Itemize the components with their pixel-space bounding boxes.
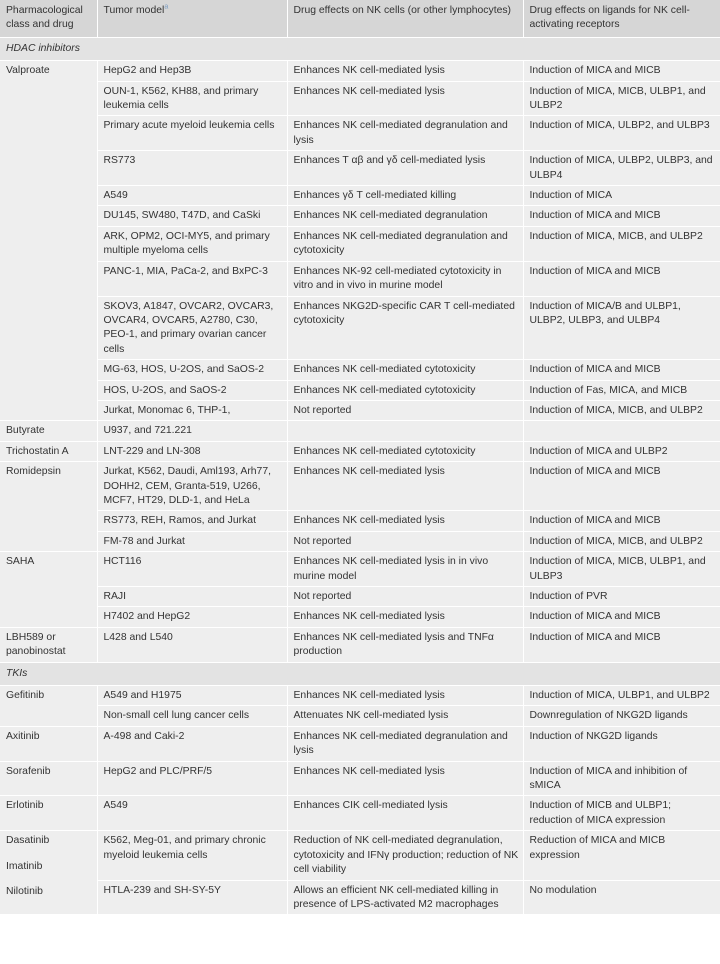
ligand-effect-cell: Induction of Fas, MICA, and MICB xyxy=(523,380,720,400)
section-label: HDAC inhibitors xyxy=(0,37,720,60)
drug-name: LBH589 or panobinostat xyxy=(6,631,66,658)
table-row xyxy=(0,421,720,441)
drug-name: Dasatinib xyxy=(6,835,50,847)
drug-name: SAHA xyxy=(6,556,35,568)
table-row xyxy=(0,552,720,587)
header-row xyxy=(0,0,720,37)
ligand-effect-cell: Induction of MICA and MICB xyxy=(523,206,720,226)
section-label: TKIs xyxy=(0,662,720,685)
ligand-effect-cell: Induction of MICA xyxy=(523,186,720,206)
nk-effect-cell: Enhances NK cell-mediated degranulation and cytotoxicity xyxy=(287,226,523,261)
tumor-model-cell: HepG2 and Hep3B xyxy=(97,61,287,81)
table-row xyxy=(0,400,720,420)
drug-name-cell xyxy=(0,726,97,761)
drug-name: Romidepsin xyxy=(6,466,61,478)
table-row xyxy=(0,441,720,461)
tumor-model-cell: Non-small cell lung cancer cells xyxy=(97,706,287,726)
tumor-model-cell: A549 xyxy=(97,186,287,206)
section-row xyxy=(0,662,720,685)
nk-effect-cell: Enhances NK cell-mediated lysis xyxy=(287,81,523,116)
ligand-effect-cell: Induction of MICA and MICB xyxy=(523,261,720,296)
header-ligand-effects: Drug effects on ligands for NK cell-activating receptors xyxy=(523,0,720,37)
table-row xyxy=(0,880,720,915)
drug-name: Butyrate xyxy=(6,425,45,437)
nk-effect-cell: Enhances NK cell-mediated lysis xyxy=(287,61,523,81)
ligand-effect-cell: Induction of MICA, MICB, and ULBP2 xyxy=(523,400,720,420)
drug-name-cell xyxy=(0,686,97,727)
ligand-effect-cell: Induction of MICA and ULBP2 xyxy=(523,441,720,461)
header-nk-effects: Drug effects on NK cells (or other lymphocytes) xyxy=(287,0,523,37)
table-row xyxy=(0,726,720,761)
nk-effect-cell: Attenuates NK cell-mediated lysis xyxy=(287,706,523,726)
tumor-model-cell: DU145, SW480, T47D, and CaSki xyxy=(97,206,287,226)
table-row xyxy=(0,151,720,186)
nk-effect-cell: Enhances NK cell-mediated lysis xyxy=(287,686,523,706)
tumor-model-cell: A549 xyxy=(97,796,287,831)
tumor-model-cell: FM-78 and Jurkat xyxy=(97,531,287,551)
tumor-model-cell: RS773 xyxy=(97,151,287,186)
table-row xyxy=(0,587,720,607)
nk-effect-cell: Enhances NK-92 cell-mediated cytotoxicity in vitro and in vivo in murine model xyxy=(287,261,523,296)
ligand-effect-cell: Induction of MICA and MICB xyxy=(523,462,720,511)
table-row xyxy=(0,206,720,226)
section-row xyxy=(0,37,720,60)
nk-effect-cell: Enhances NK cell-mediated degranulation and lysis xyxy=(287,726,523,761)
table-row xyxy=(0,380,720,400)
ligand-effect-cell: Induction of MICA, MICB, and ULBP2 xyxy=(523,226,720,261)
drug-name: Gefitinib xyxy=(6,690,45,702)
tumor-model-cell: Primary acute myeloid leukemia cells xyxy=(97,116,287,151)
drug-name: Nilotinib xyxy=(6,886,43,898)
ligand-effect-cell: Induction of MICA and MICB xyxy=(523,627,720,662)
drug-name: Erlotinib xyxy=(6,800,44,812)
tumor-model-cell: L428 and L540 xyxy=(97,627,287,662)
tumor-model-cell: PANC-1, MIA, PaCa-2, and BxPC-3 xyxy=(97,261,287,296)
nk-effect-cell: Not reported xyxy=(287,531,523,551)
nk-effect-cell: Not reported xyxy=(287,587,523,607)
drug-name-cell xyxy=(0,761,97,796)
table-row xyxy=(0,261,720,296)
ligand-effect-cell: Induction of MICA, MICB, and ULBP2 xyxy=(523,531,720,551)
ligand-effect-cell: Induction of MICA and MICB xyxy=(523,360,720,380)
table-body xyxy=(0,37,720,915)
ligand-effect-cell xyxy=(523,421,720,441)
tumor-model-cell: Jurkat, Monomac 6, THP-1, xyxy=(97,400,287,420)
nk-effect-cell: Enhances NK cell-mediated degranulation xyxy=(287,206,523,226)
drug-name-cell xyxy=(0,421,97,441)
tumor-model-cell: LNT-229 and LN-308 xyxy=(97,441,287,461)
ligand-effect-cell: Reduction of MICA and MICB expression xyxy=(523,831,720,880)
table-row xyxy=(0,360,720,380)
footnote-marker: a xyxy=(164,3,169,11)
tumor-model-cell: MG-63, HOS, U-2OS, and SaOS-2 xyxy=(97,360,287,380)
nk-effect-cell xyxy=(287,421,523,441)
nk-effect-cell: Enhances NK cell-mediated cytotoxicity xyxy=(287,360,523,380)
ligand-effect-cell: Induction of MICA and MICB xyxy=(523,511,720,531)
ligand-effect-cell: No modulation xyxy=(523,880,720,915)
table-row xyxy=(0,531,720,551)
table-row xyxy=(0,686,720,706)
tumor-model-cell: A-498 and Caki-2 xyxy=(97,726,287,761)
nk-effect-cell: Enhances T αβ and γδ cell-mediated lysis xyxy=(287,151,523,186)
tumor-model-cell: HepG2 and PLC/PRF/5 xyxy=(97,761,287,796)
table-row xyxy=(0,462,720,511)
ligand-effect-cell: Induction of MICA/B and ULBP1, ULBP2, ULBP3, and ULBP4 xyxy=(523,296,720,360)
table-row xyxy=(0,226,720,261)
ligand-effect-cell: Induction of MICA and MICB xyxy=(523,607,720,627)
nk-effect-cell: Enhances γδ T cell-mediated killing xyxy=(287,186,523,206)
tumor-model-cell: A549 and H1975 xyxy=(97,686,287,706)
tumor-model-cell: RS773, REH, Ramos, and Jurkat xyxy=(97,511,287,531)
table-row xyxy=(0,607,720,627)
nk-effect-cell: Enhances NKG2D-specific CAR T cell-mediated cytotoxicity xyxy=(287,296,523,360)
table-row xyxy=(0,116,720,151)
ligand-effect-cell: Induction of MICA, ULBP2, and ULBP3 xyxy=(523,116,720,151)
nk-effect-cell: Enhances NK cell-mediated lysis in in vivo murine model xyxy=(287,552,523,587)
table-row xyxy=(0,706,720,726)
table-row xyxy=(0,796,720,831)
ligand-effect-cell: Induction of NKG2D ligands xyxy=(523,726,720,761)
ligand-effect-cell: Induction of MICA, ULBP1, and ULBP2 xyxy=(523,686,720,706)
table-row xyxy=(0,627,720,662)
ligand-effect-cell: Downregulation of NKG2D ligands xyxy=(523,706,720,726)
tumor-model-cell: Jurkat, K562, Daudi, Aml193, Arh77, DOHH2, CEM, Granta-519, U266, MCF7, HT29, DLD-1, and HeLa xyxy=(97,462,287,511)
tumor-model-cell: U937, and 721.221 xyxy=(97,421,287,441)
tumor-model-cell: HOS, U-2OS, and SaOS-2 xyxy=(97,380,287,400)
drug-name-cell xyxy=(0,462,97,552)
tumor-model-cell: ARK, OPM2, OCI-MY5, and primary multiple myeloma cells xyxy=(97,226,287,261)
tumor-model-cell: H7402 and HepG2 xyxy=(97,607,287,627)
table-row xyxy=(0,186,720,206)
nk-effect-cell: Enhances NK cell-mediated cytotoxicity xyxy=(287,441,523,461)
nk-effect-cell: Enhances NK cell-mediated lysis xyxy=(287,761,523,796)
nk-effect-cell: Allows an efficient NK cell-mediated killing in presence of LPS-activated M2 macrophages xyxy=(287,880,523,915)
drug-name: Sorafenib xyxy=(6,765,51,777)
nk-effect-cell: Not reported xyxy=(287,400,523,420)
drug-name: Trichostatin A xyxy=(6,445,69,457)
ligand-effect-cell: Induction of PVR xyxy=(523,587,720,607)
nk-effect-cell: Enhances NK cell-mediated lysis xyxy=(287,462,523,511)
tumor-model-cell: SKOV3, A1847, OVCAR2, OVCAR3, OVCAR4, OVCAR5, A2780, C30, PEO-1, and primary ovarian cancer cells xyxy=(97,296,287,360)
nk-effect-cell: Enhances NK cell-mediated degranulation and lysis xyxy=(287,116,523,151)
tumor-model-cell: OUN-1, K562, KH88, and primary leukemia cells xyxy=(97,81,287,116)
drug-name-cell xyxy=(0,627,97,662)
ligand-effect-cell: Induction of MICA, MICB, ULBP1, and ULBP2 xyxy=(523,81,720,116)
nk-effect-cell: Enhances CIK cell-mediated lysis xyxy=(287,796,523,831)
nk-effect-cell: Enhances NK cell-mediated lysis xyxy=(287,511,523,531)
drug-name-cell xyxy=(0,61,97,421)
table-row xyxy=(0,761,720,796)
drug-name: Imatinib xyxy=(6,860,43,872)
ligand-effect-cell: Induction of MICA, ULBP2, ULBP3, and ULBP4 xyxy=(523,151,720,186)
nk-effect-cell: Reduction of NK cell-mediated degranulation, cytotoxicity and IFNγ production; reduction of NK cell viability xyxy=(287,831,523,880)
drug-name-cell xyxy=(0,441,97,461)
header-tumor-model: Tumor model$^a$ xyxy=(97,0,287,37)
tumor-model-cell: HTLA-239 and SH-SY-5Y xyxy=(97,880,287,915)
tumor-model-cell: K562, Meg-01, and primary chronic myeloid leukemia cells xyxy=(97,831,287,880)
header-drug: Pharmacological class and drug xyxy=(0,0,97,37)
drug-name-cell xyxy=(0,552,97,628)
tumor-model-cell: RAJI xyxy=(97,587,287,607)
ligand-effect-cell: Induction of MICA, MICB, ULBP1, and ULBP3 xyxy=(523,552,720,587)
nk-effect-cell: Enhances NK cell-mediated lysis and TNFα production xyxy=(287,627,523,662)
drug-name-cell xyxy=(0,831,97,915)
ligand-effect-cell: Induction of MICA and MICB xyxy=(523,61,720,81)
ligand-effect-cell: Induction of MICB and ULBP1; reduction of MICA expression xyxy=(523,796,720,831)
drug-name-cell xyxy=(0,796,97,831)
table-row xyxy=(0,296,720,360)
table-row xyxy=(0,61,720,81)
drug-name: Valproate xyxy=(6,65,50,77)
nk-effect-cell: Enhances NK cell-mediated lysis xyxy=(287,607,523,627)
table-row xyxy=(0,831,720,880)
nk-effect-cell: Enhances NK cell-mediated cytotoxicity xyxy=(287,380,523,400)
drug-name: Axitinib xyxy=(6,730,40,742)
table-row xyxy=(0,81,720,116)
ligand-effect-cell: Induction of MICA and inhibition of sMICA xyxy=(523,761,720,796)
table-row xyxy=(0,511,720,531)
tumor-model-cell: HCT116 xyxy=(97,552,287,587)
